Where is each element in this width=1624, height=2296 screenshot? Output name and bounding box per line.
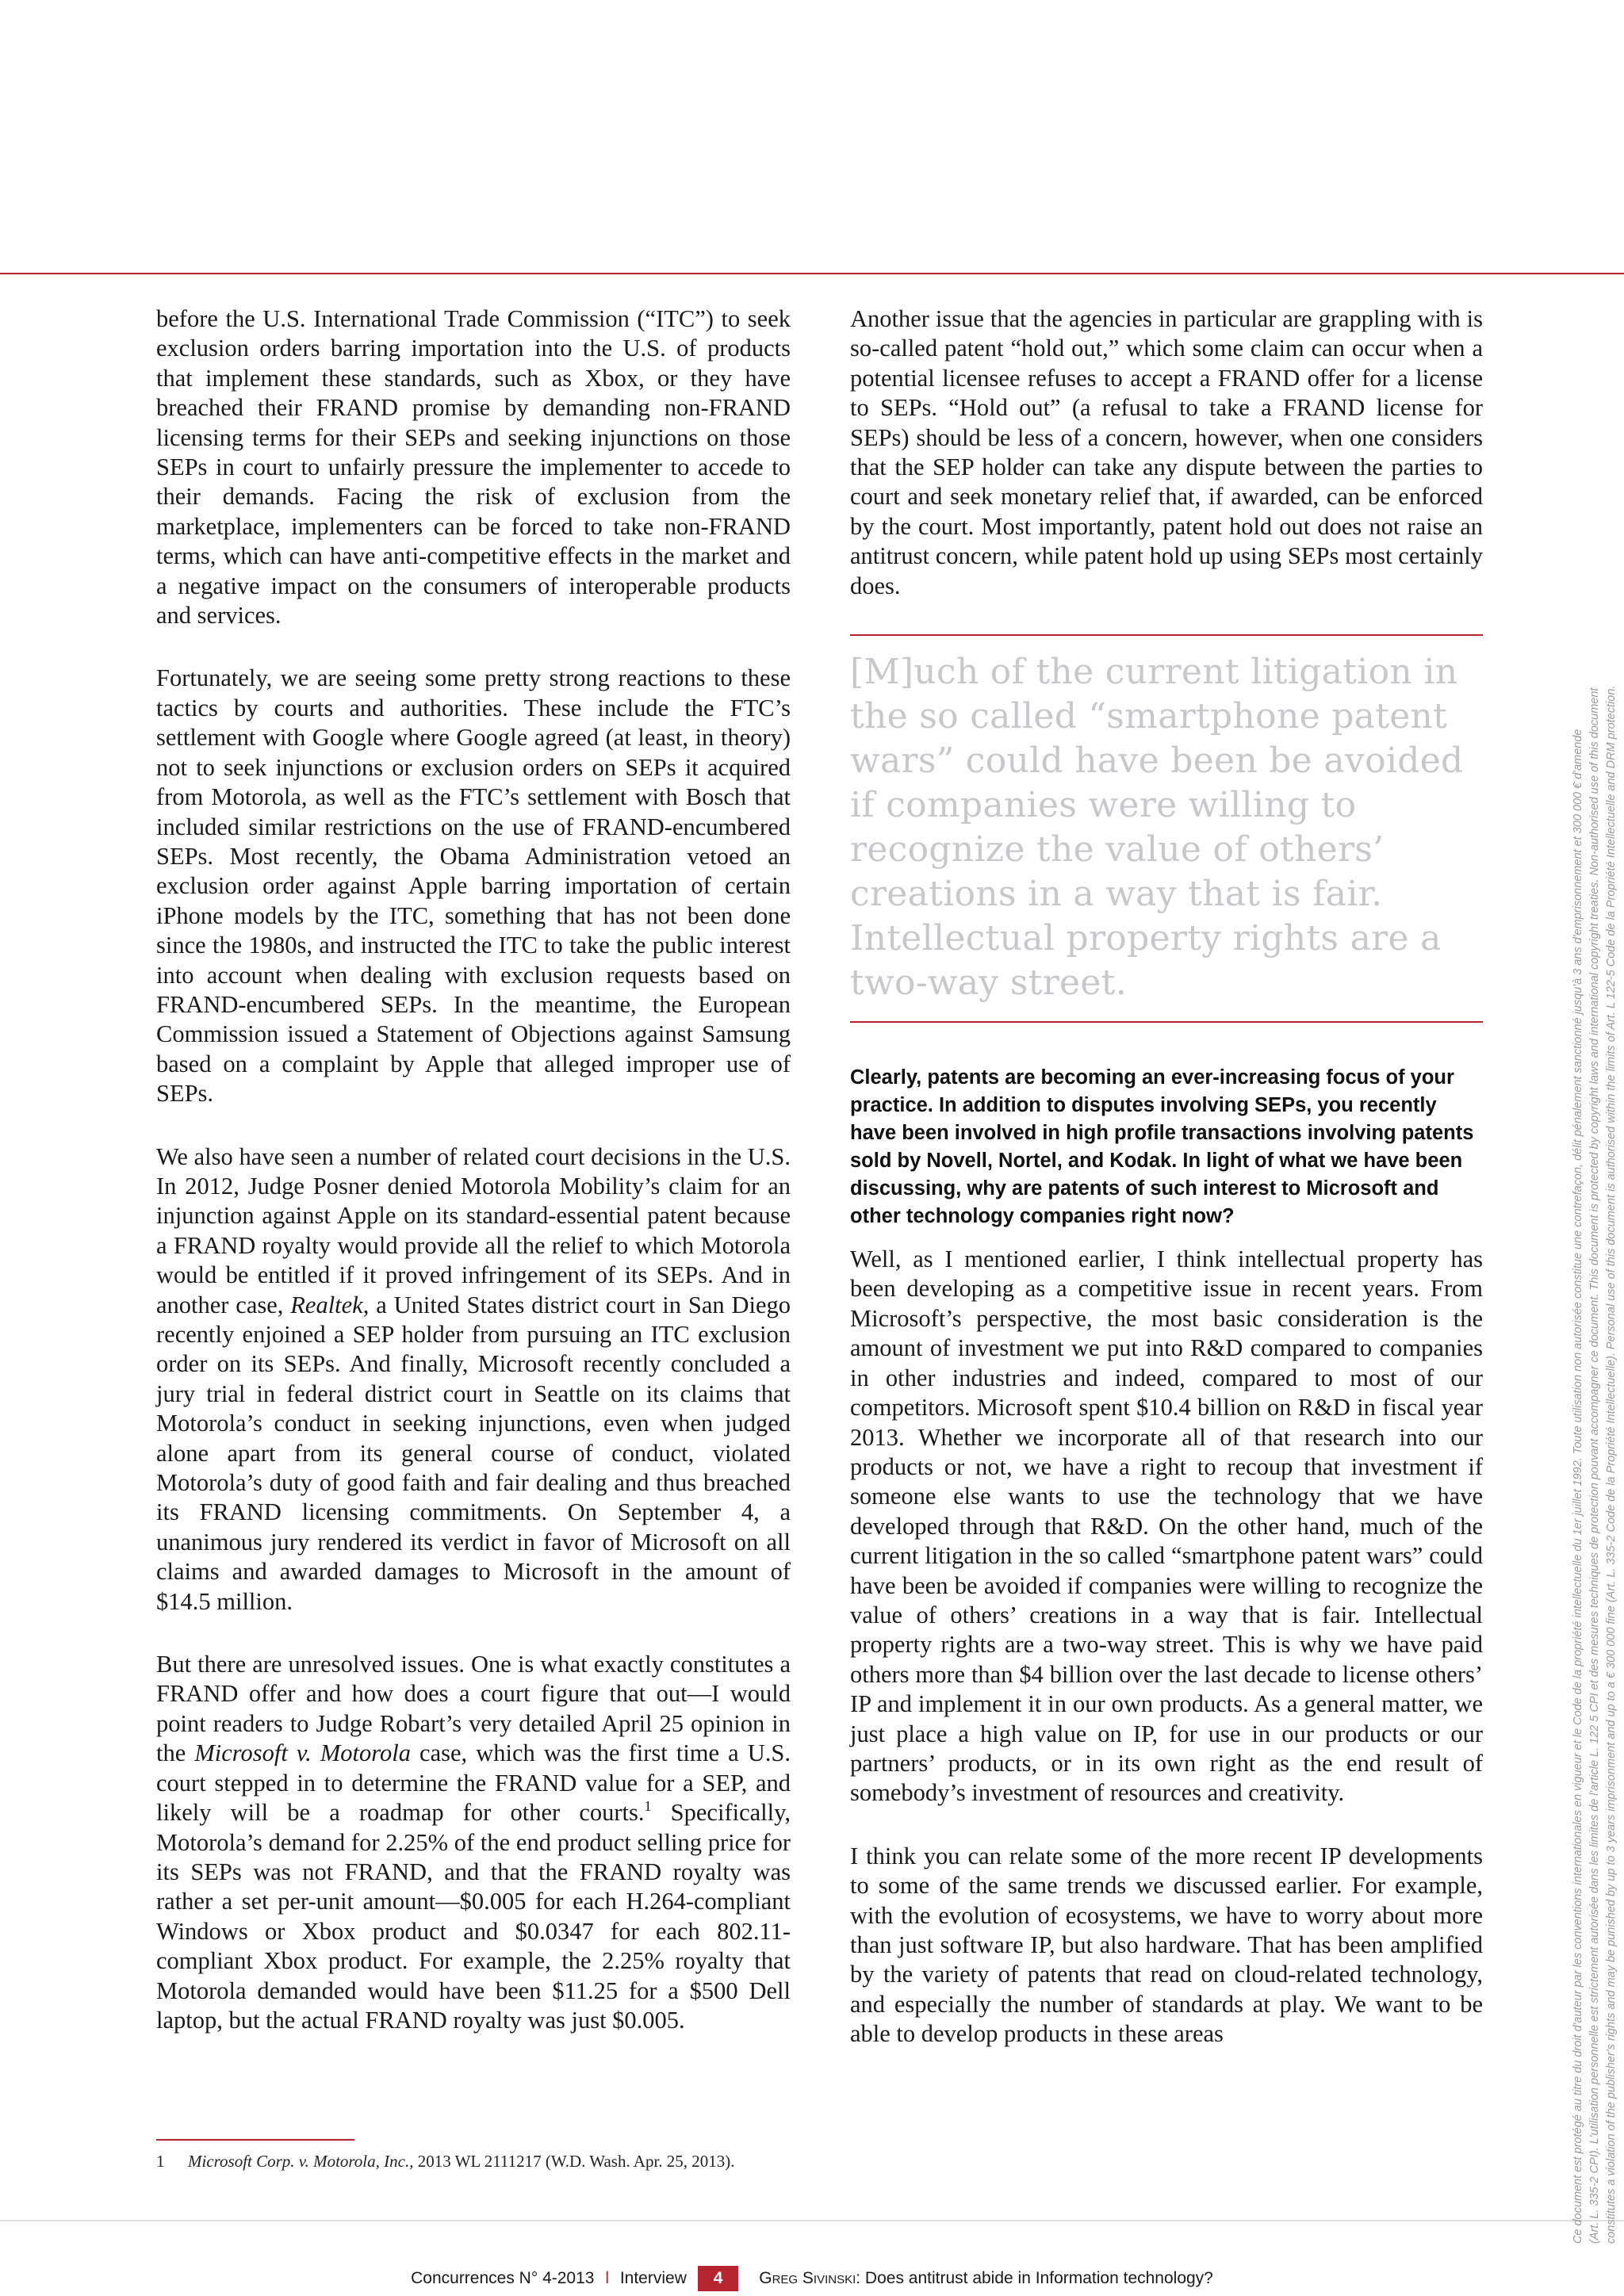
- footer-rule: [0, 2220, 1624, 2221]
- case-name: Microsoft v. Motorola: [194, 1739, 411, 1767]
- copyright-line: Ce document est protégé au titre du droit d'auteur par les conventions internationales en vigueur et le Code de la propriété intellectuelle du 1er juillet 1992. Toute utilisation non autorisée constitue une contrefaçon, délit pénalement sanctionné jusqu'à 3 ans d'emprisonnement et 300 000 € d'amende: [1572, 729, 1584, 2244]
- footer-separator: l: [605, 2269, 609, 2287]
- paragraph: We also have seen a number of related court decisions in the U.S. In 2012, Judge Posner denied Motorola Mobility’s claim for an injunction against Apple on its standard-essential patent because a FRAND royalty would provide all the relief to which Motorola would be entitled if it proved infringement of its SEPs. And in another case, Realtek, a United States district court in San Diego recently enjoined a SEP holder from pursuing an ITC exclusion order on its SEPs. And finally, Microsoft recently concluded a jury trial in federal district court in Seattle on its claims that Motorola’s conduct in seeking injunctions, even when judged alone apart from its general course of conduct, violated Motorola’s duty of good faith and fair dealing and thus breached its FRAND licensing commitments. On September 4, a unanimous jury rendered its verdict in favor of Microsoft on all claims and awarded damages to Microsoft in the amount of $14.5 million.: [156, 1142, 791, 1615]
- case-name: Realtek: [290, 1291, 363, 1318]
- header-rule: [0, 273, 1624, 274]
- article-title: : Does antitrust abide in Information technology?: [856, 2269, 1213, 2287]
- left-column: [156, 304, 791, 2068]
- section-name: Interview: [619, 2269, 687, 2287]
- interview-question: Clearly, patents are becoming an ever-increasing focus of your practice. In addition to disputes involving SEPs, you recently have been involved in high profile transactions involving patents sold by Novell, Nortel, and Kodak. In light of what we have been discussing, why are patents of such interest to Microsoft and other technology companies right now?: [850, 1066, 1474, 1228]
- paragraph: Well, as I mentioned earlier, I think intellectual property has been developing as a competitive issue in recent years. From Microsoft’s perspective, the most basic consideration is the amount of investment we put into R&D compared to companies in other industries and indeed, compared to most of our competitors. Microsoft spent $10.4 billion on R&D in fiscal year 2013. Whether we incorporate all of that research into our products or not, we have a right to recoup that investment if someone else wants to use the technology that we have developed through that R&D. On the other hand, much of the current litigation in the so called “smartphone patent wars” could have been be avoided if companies were willing to recognize the value of others’ creations in a way that is fair. Intellectual property rights are a two-way street. This is why we have paid others more than $4 billion over the last decade to license others’ IP and implement it in our own products. As a general matter, we just place a high value on IP, for use in our products or our partners’ products, or in its own right as the end result of somebody’s investment of resources and creativity.: [850, 1246, 1483, 1807]
- journal-name: Concurrences N° 4-2013: [411, 2269, 595, 2287]
- page-footer: [0, 2266, 1624, 2291]
- page-number: 4: [698, 2266, 739, 2291]
- copyright-notice: [1570, 309, 1620, 2244]
- paragraph: But there are unresolved issues. One is what exactly constitutes a FRAND offer and how does a court figure that out—I would point readers to Judge Robart’s very detailed April 25 opinion in the Microsoft v. Motorola case, which was the first time a U.S. court stepped in to determine the FRAND value for a SEP, and likely will be a roadmap for other courts.$^1$ Specifically, Motorola’s demand for 2.25% of the end product selling price for its SEPs was not FRAND, and that the FRAND royalty was rather a set per-unit amount—$0.005 for each H.264-compliant Windows or Xbox product and $0.0347 for each 802.11-compliant Xbox product. For example, the 2.25% royalty that Motorola demanded would have been $11.25 for a $500 Dell laptop, but the actual FRAND royalty was just $0.005.: [156, 1651, 791, 2034]
- paragraph: I think you can relate some of the more recent IP developments to some of the same trends we discussed earlier. For example, with the evolution of ecosystems, we have to worry about more than just software IP, but also hardware. That has been amplified by the variety of patents that read on cloud-related technology, and especially the number of standards at play. We want to be able to develop products in these areas: [850, 1842, 1483, 2048]
- footnote-number: 1: [156, 2152, 165, 2171]
- footnote-case: Microsoft Corp. v. Motorola, Inc.,: [188, 2152, 414, 2171]
- footnote-ref[interactable]: 1: [644, 1798, 652, 1815]
- copyright-line: (Art. L. 335-2 CPI). L'utilisation personnelle est strictement autorisée dans les limites de l'article L. 122 5 CPI et des mesures techniques de protection pouvant accompagner ce document. This document is protected by copyright laws and international copyright treaties. Non-authorised use of this document: [1588, 687, 1601, 2244]
- right-column: [850, 304, 1483, 2083]
- pull-quote-text: [M]uch of the current litigation in the so called “smartphone patent wars” could have been be avoided if companies were willing to recognize the value of others’ creations in a way that is fair. Intellectual property rights are a two-way street.: [850, 652, 1464, 1004]
- footnote: [156, 2150, 791, 2172]
- author-name: Greg Sivinski: [759, 2269, 856, 2287]
- footnote-rule: [156, 2139, 354, 2141]
- paragraph: Fortunately, we are seeing some pretty strong reactions to these tactics by courts and authorities. These include the FTC’s settlement with Google where Google agreed (at least, in theory) not to seek injunctions or exclusion orders on SEPs it acquired from Motorola, as well as the FTC’s settlement with Bosch that included similar restrictions on the use of FRAND-encumbered SEPs. Most recently, the Obama Administration vetoed an exclusion order against Apple barring importation of certain iPhone models by the ITC, something that has not been done since the 1980s, and instructed the ITC to take the public interest into account when dealing with exclusion requests based on FRAND-encumbered SEPs. In the meantime, the European Commission issued a Statement of Objections against Samsung based on a complaint by Apple that alleged improper use of SEPs.: [156, 664, 791, 1108]
- paragraph: before the U.S. International Trade Commission (“ITC”) to seek exclusion orders barring importation into the U.S. of products that implement these standards, such as Xbox, or they have breached their FRAND promise by demanding non-FRAND licensing terms for their SEPs and seeking injunctions on those SEPs in court to unfairly pressure the implementer to accede to their demands. Facing the risk of exclusion from the marketplace, implementers can be forced to take non-FRAND terms, which can have anti-competitive effects in the market and a negative impact on the consumers of interoperable products and services.: [156, 305, 791, 629]
- pull-quote: [850, 634, 1483, 1023]
- paragraph: Another issue that the agencies in particular are grappling with is so-called patent “hold out,” which some claim can occur when a potential licensee refuses to accept a FRAND offer for a license to SEPs. “Hold out” (a refusal to take a FRAND license for SEPs) should be less of a concern, however, when one considers that the SEP holder can take any dispute between the parties to court and seek monetary relief that, if awarded, can be enforced by the court. Most importantly, patent hold out does not raise an antitrust concern, while patent hold up using SEPs most certainly does.: [850, 305, 1483, 599]
- footnote-citation: 2013 WL 2111217 (W.D. Wash. Apr. 25, 2013).: [413, 2152, 735, 2171]
- copyright-line: constitutes a violation of the publisher's rights and may be punished by up to 3 years imprisonment and up to a € 300 000 fine (Art. L. 335-2 Code de la Propriété Intellectuelle). Personal use of this document is authorised within the limits of Art. L 122-5 Code de la Propriété Intellectuelle and DRM protection.: [1605, 685, 1618, 2244]
